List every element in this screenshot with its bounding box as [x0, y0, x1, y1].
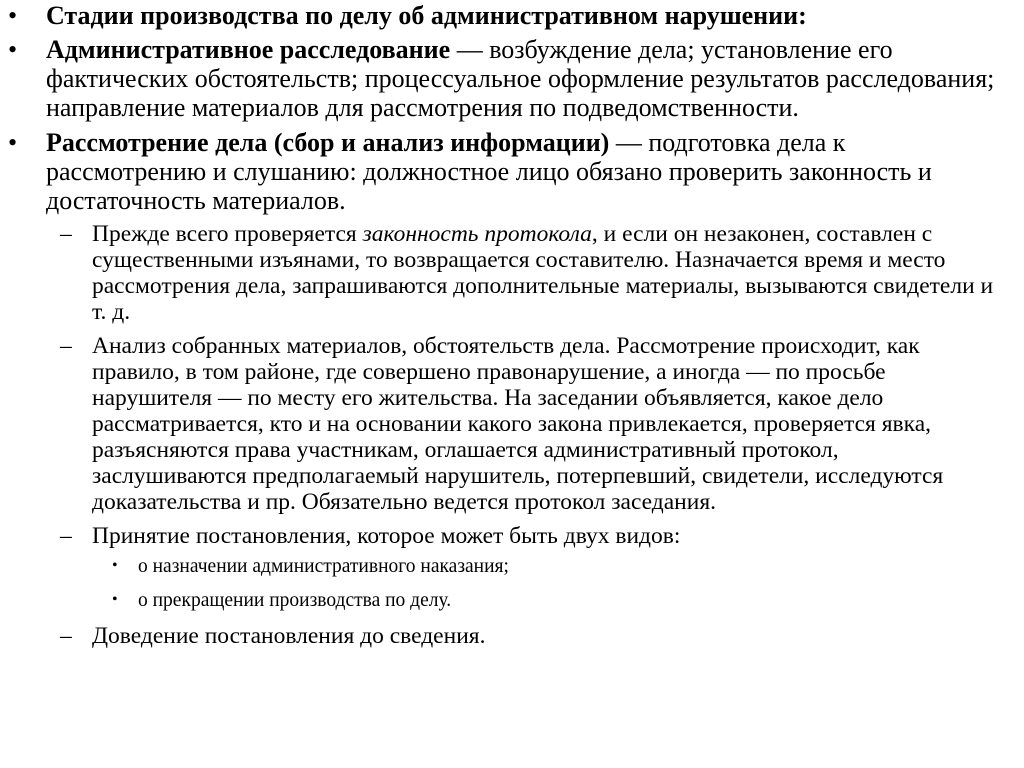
sub-sub-item-penalty: [112, 555, 996, 579]
termination-text: о прекращении производства по делу.: [138, 590, 452, 611]
dash-icon: –: [60, 623, 72, 649]
sub-item-protocol-check: [60, 221, 996, 325]
bullet-icon: •: [8, 1, 18, 30]
dash-icon: –: [60, 221, 72, 247]
bullet-item-investigation: [8, 35, 1004, 122]
slide: [0, 1, 1024, 768]
review-text: — подготовка дела к рассмотрению и слушанию: должностное лицо обязано проверить законность и достаточность материалов.: [46, 128, 932, 215]
penalty-text: о назначении административного наказания;: [138, 556, 509, 577]
dash-icon: –: [60, 333, 72, 359]
notification-text: Доведение постановления до сведения.: [92, 623, 486, 649]
bullet-item-review: [8, 128, 1004, 215]
investigation-text: — возбуждение дела; установление его фактических обстоятельств; процессуальное оформление результатов расследования; направление материалов для рассмотрения по подведомственности.: [46, 35, 995, 122]
protocol-pre: Прежде всего проверяется: [92, 221, 363, 247]
analysis-text: Анализ собранных материалов, обстоятельств дела. Рассмотрение происходит, как правило, в том районе, где совершено правонарушение, а иногда — по просьбе нарушителя — по месту его жительства. На заседании объявляется, какое дело рассматривается, кто и на основании какого закона привлекается, проверяется явка, разъясняются права участникам, оглашается административный протокол, заслушиваются предполагаемый нарушитель, потерпевший, свидетели, исследуются доказательства и пр. Обязательно ведется протокол заседания.: [92, 333, 944, 515]
bullet-icon: •: [112, 557, 118, 574]
decision-text: Принятие постановления, которое может быть двух видов:: [92, 523, 681, 549]
protocol-post: , и если он незаконен, составлен с существенными изъянами, то возвращается составителю. Назначается время и место рассмотрения дела, запрашиваются дополнительные материалы, вызываются свидетели и т. д.: [92, 221, 994, 325]
protocol-italic: законность протокола: [362, 221, 592, 247]
sub-item-analysis: [60, 333, 996, 515]
sub-item-notification: [60, 623, 996, 649]
dash-icon: –: [60, 523, 72, 549]
sub-sub-item-termination: [112, 589, 996, 613]
review-title: Рассмотрение дела (сбор и анализ информации): [46, 128, 610, 157]
bullet-icon: •: [8, 128, 18, 157]
stages-heading: Стадии производства по делу об административном нарушении:: [46, 1, 807, 30]
bullet-icon: •: [112, 591, 118, 608]
bullet-item-stages: [8, 1, 1004, 30]
investigation-title: Административное расследование: [46, 35, 451, 64]
sub-item-decision: [60, 523, 996, 549]
bullet-icon: •: [8, 35, 18, 64]
